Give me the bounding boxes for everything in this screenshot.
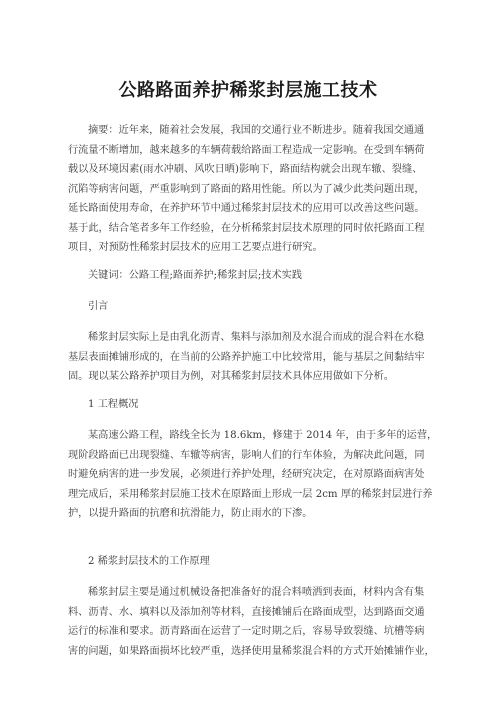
abstract-line: 行流量不断增加，越来越多的车辆荷载给路面工程造成一定影响。在受到车辆荷 [68,144,425,156]
section1-line: 某高速公路工程，路线全长为 18.6km，修建于 2014 年，由于多年的运营， [88,430,438,441]
section1-paragraph [68,426,438,524]
abstract-paragraph [68,121,432,258]
section1-line: 现阶段路面已出现裂缝、车辙等病害，影响人们的行车体验，为解决此问题，同 [68,449,425,461]
intro-heading: 引言 [88,301,109,312]
abstract-line: 沉陷等病害问题，严重影响到了路面的路用性能。所以为了减少此类问题出现， [68,183,425,195]
section2-line: 运行的标准和要求。沥青路面在运营了一定时期之后，容易导致裂缝、坑槽等病 [68,626,425,637]
section1-line: 护，以提升路面的抗磨和抗滑能力，防止雨水的下渗。 [68,508,313,519]
keywords-line: 关键词：公路工程;路面养护;稀浆封层;技术实践 [88,270,303,281]
section2-line: 料、沥青、水、填料以及添加剂等材料，直接摊铺后在路面成型，达到路面交通 [68,606,425,618]
section1-heading: 1 工程概况 [88,399,139,410]
section1-line: 时避免病害的进一步发展，必须进行养护处理，经研究决定，在对原路面病害处 [68,469,425,480]
abstract-line: 项目，对预防性稀浆封层技术的应用工艺要点进行研究。 [68,242,323,253]
section1-line: 理完成后，采用稀浆封层施工技术在原路面上形成一层 2cm 厚的稀浆封层进行养 [68,488,433,500]
abstract-line: 摘要：近年来，随着社会发展，我国的交通行业不断进步。随着我国交通通 [88,125,425,136]
abstract-line: 延长路面使用寿命，在养护环节中通过稀浆封层技术的应用可以改善这些问题。 [68,203,425,214]
intro-line: 固。现以某公路养护项目为例，对其稀浆封层技术具体应用做如下分析。 [68,371,394,382]
intro-paragraph [68,328,432,387]
abstract-line: 载以及环境因素(雨水冲刷、风吹日晒)影响下，路面结构就会出现车辙、裂缝、 [68,164,423,175]
abstract-line: 基于此，结合笔者多年工作经验，在分析稀浆封层技术原理的同时依托路面工程 [68,222,425,234]
section2-heading: 2 稀浆封层技术的工作原理 [88,556,210,567]
intro-line: 稀浆封层实际上是由乳化沥青、集料与添加剂及水混合而成的混合料在水稳 [88,332,425,343]
section2-line: 害的问题，如果路面损坏比较严重，选择使用量稀浆混合料的方式开始摊铺作业， [68,645,435,657]
intro-line: 基层表面摊铺形成的，在当前的公路养护施工中比较常用，能与基层之间黏结牢 [68,351,425,363]
section2-line: 稀浆封层主要是通过机械设备把准备好的混合料喷洒到表面，材料内含有集 [88,587,425,598]
section2-paragraph [68,583,435,661]
document-title: 公路路面养护稀浆封层施工技术 [118,80,378,101]
